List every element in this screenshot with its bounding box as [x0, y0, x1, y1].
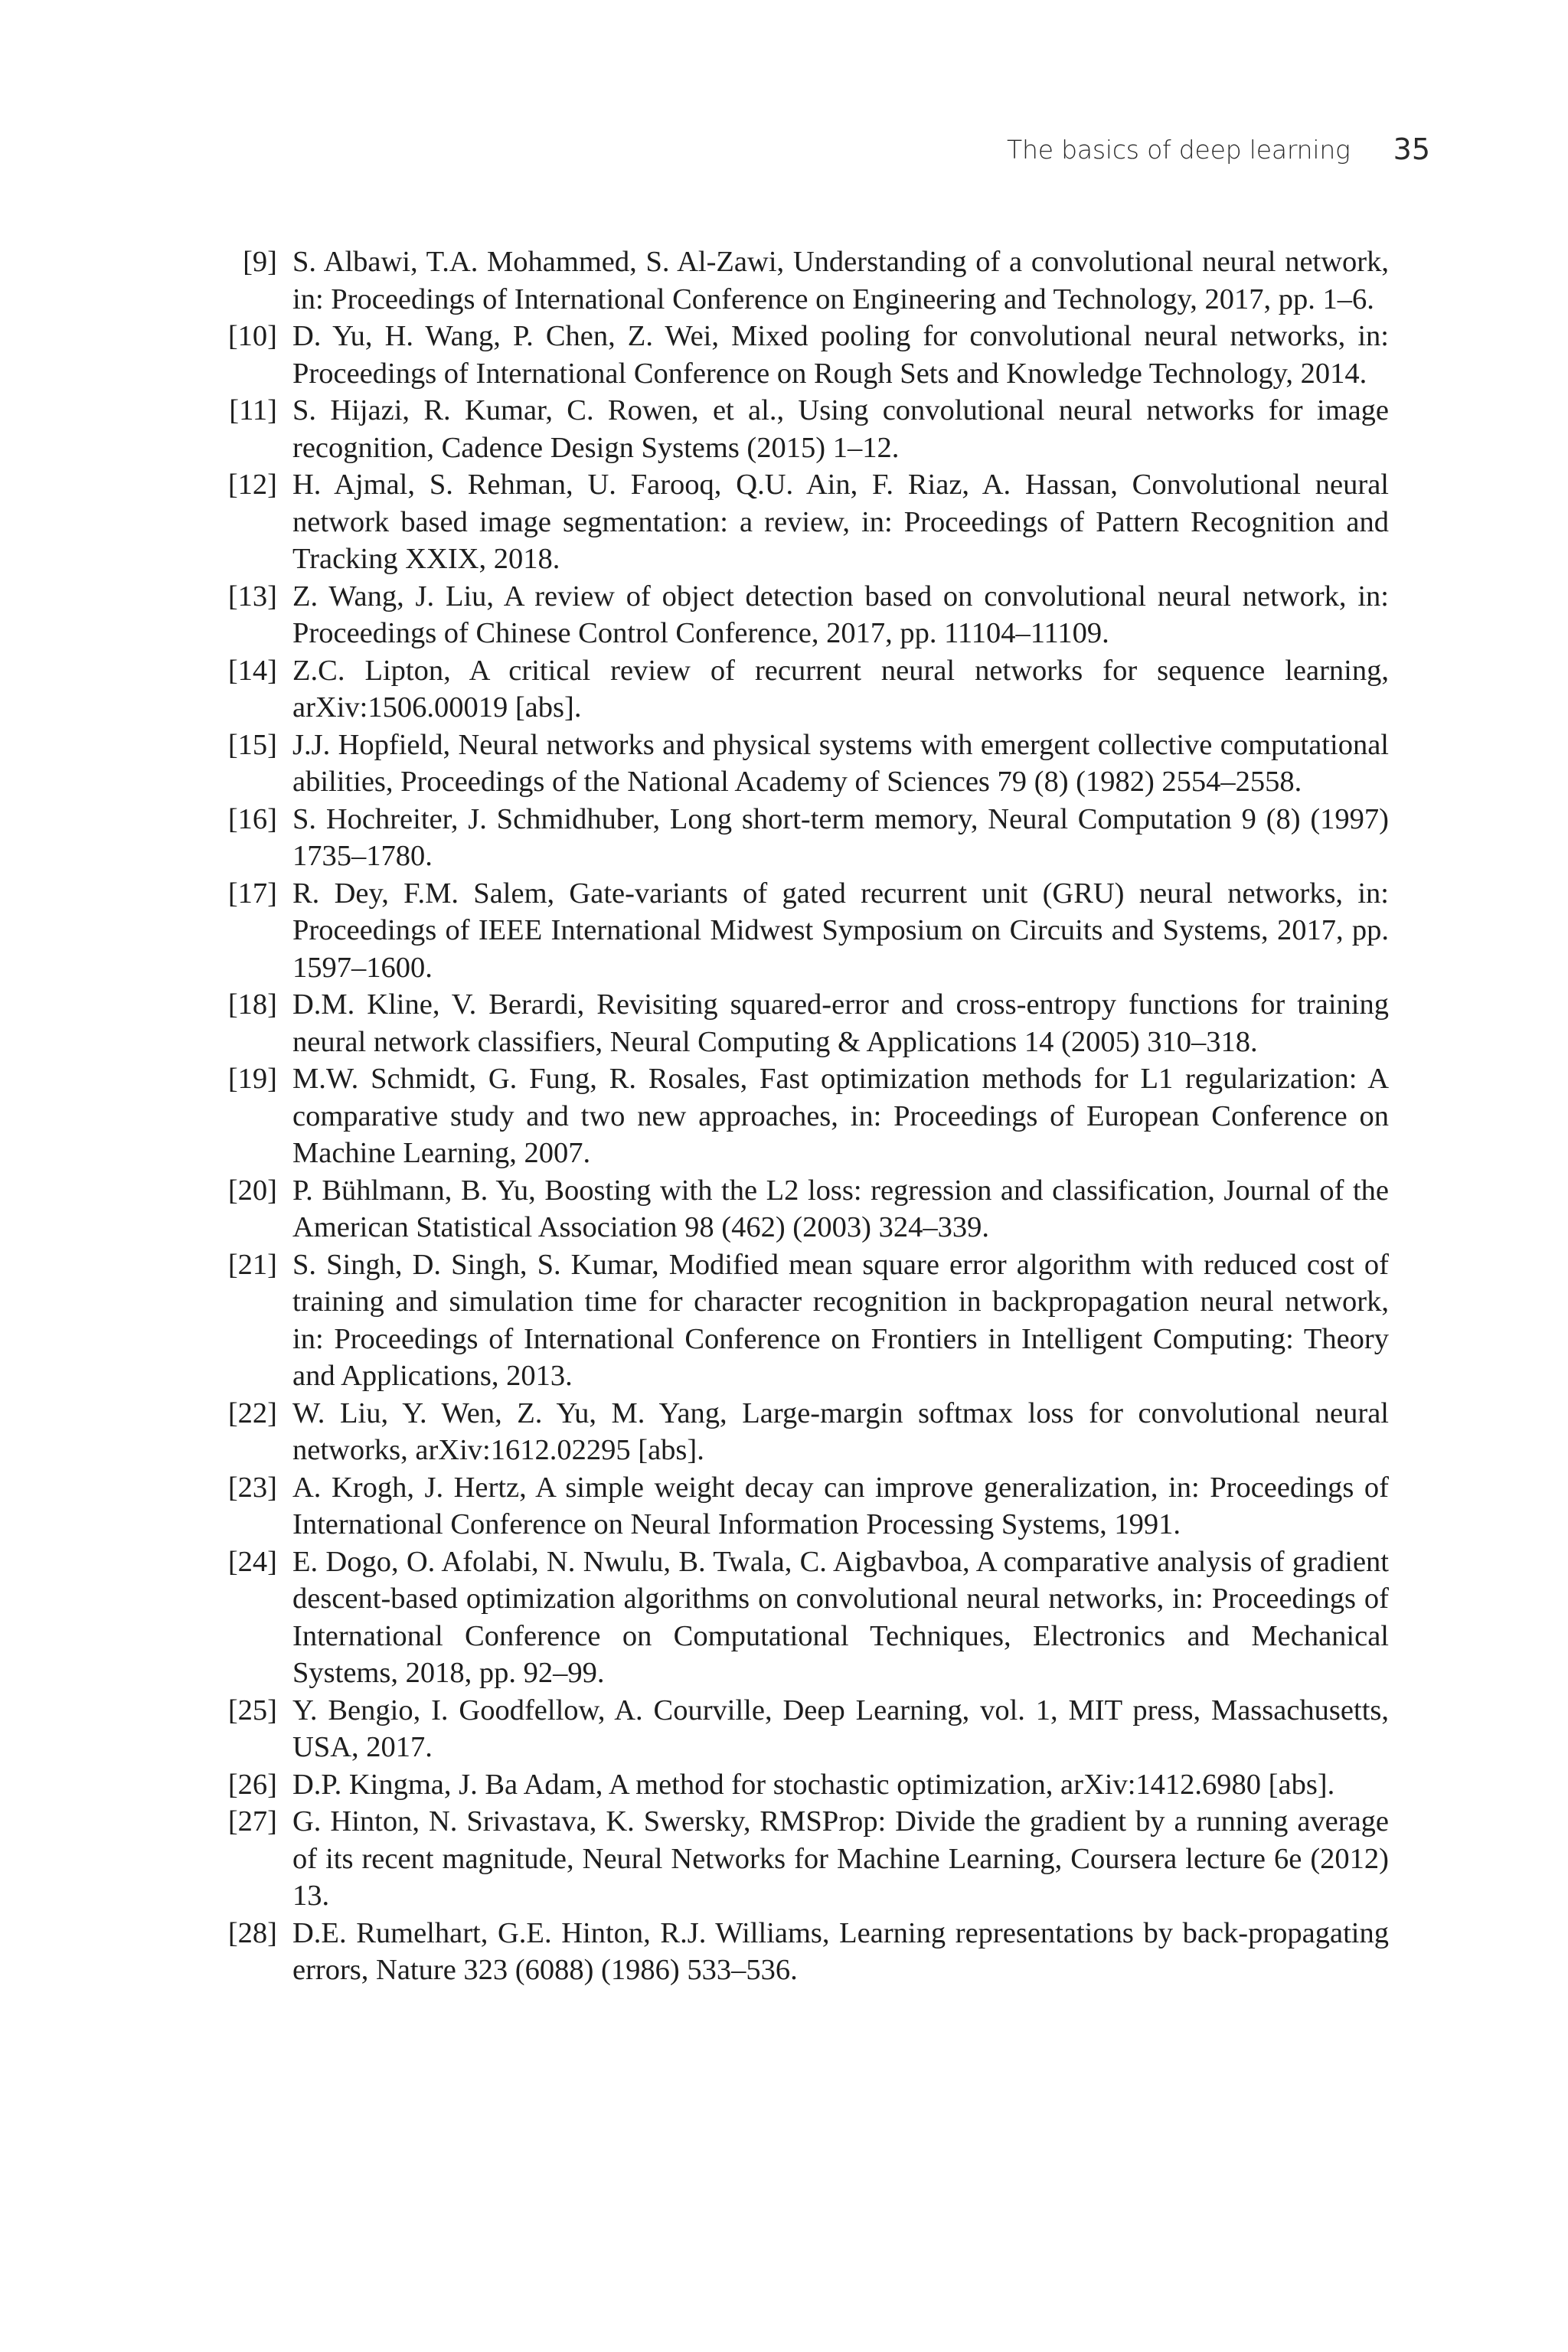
reference-number: [19] [227, 1063, 277, 1095]
reference-text: S. Albawi, T.A. Mohammed, S. Al-Zawi, Understanding of a convolutional neural network, in: Proceedings of International Conference on Engineering and Technology, 2017, pp. 1–6. [292, 246, 1389, 315]
reference-item [216, 1803, 1389, 1915]
reference-number: [16] [227, 802, 277, 835]
reference-item [216, 1060, 1389, 1172]
reference-item [216, 1766, 1389, 1804]
reference-text: S. Hijazi, R. Kumar, C. Rowen, et al., Using convolutional neural networks for image recognition, Cadence Design Systems (2015) 1–12. [292, 394, 1389, 464]
reference-item [216, 875, 1389, 987]
reference-item [216, 801, 1389, 875]
reference-text: D.M. Kline, V. Berardi, Revisiting squared-error and cross-entropy functions for training neural network classifiers, Neural Computing & Applications 14 (2005) 310–318. [292, 988, 1389, 1058]
reference-number: [17] [227, 877, 277, 910]
reference-text: E. Dogo, O. Afolabi, N. Nwulu, B. Twala, C. Aigbavboa, A comparative analysis of gradient descent-based optimization algorithms on convolutional neural networks, in: Proceedings of International Conference on Computational Techniques, Electronics and Mechanical Systems, 2018, pp. 92–99. [292, 1545, 1389, 1689]
reference-number: [15] [227, 728, 277, 761]
reference-number: [25] [227, 1694, 277, 1726]
reference-text: A. Krogh, J. Hertz, A simple weight decay can improve generalization, in: Proceedings of International Conference on Neural Information Processing Systems, 1991. [292, 1471, 1389, 1540]
reference-number: [23] [227, 1471, 277, 1504]
reference-item [216, 1172, 1389, 1246]
reference-number: [21] [227, 1248, 277, 1281]
reference-number: [9] [243, 246, 277, 278]
reference-text: G. Hinton, N. Srivastava, K. Swersky, RMSProp: Divide the gradient by a running average of its recent magnitude, Neural Networks for Machine Learning, Coursera lecture 6e (2012) 13. [292, 1805, 1389, 1912]
reference-item [216, 1469, 1389, 1544]
reference-item [216, 243, 1389, 318]
reference-number: [12] [227, 469, 277, 501]
reference-text: D.P. Kingma, J. Ba Adam, A method for stochastic optimization, arXiv:1412.6980 [abs]. [292, 1768, 1335, 1801]
reference-text: M.W. Schmidt, G. Fung, R. Rosales, Fast optimization methods for L1 regularization: A comparative study and two new approaches, in: Proceedings of European Conference on Machine Learning, 2007. [292, 1063, 1389, 1169]
reference-item [216, 986, 1389, 1060]
reference-item [216, 578, 1389, 652]
reference-number: [27] [227, 1805, 277, 1838]
reference-text: W. Liu, Y. Wen, Z. Yu, M. Yang, Large-margin softmax loss for convolutional neural networks, arXiv:1612.02295 [abs]. [292, 1396, 1389, 1466]
reference-number: [10] [227, 320, 277, 352]
reference-number: [28] [227, 1916, 277, 1949]
reference-item [216, 727, 1389, 801]
reference-number: [11] [229, 394, 277, 426]
reference-text: Y. Bengio, I. Goodfellow, A. Courville, Deep Learning, vol. 1, MIT press, Massachusetts, USA, 2017. [292, 1694, 1389, 1763]
reference-number: [14] [227, 654, 277, 687]
reference-text: P. Bühlmann, B. Yu, Boosting with the L2 loss: regression and classification, Journal of the American Statistical Association 98 (462) (2003) 324–339. [292, 1174, 1389, 1243]
reference-text: Z. Wang, J. Liu, A review of object detection based on convolutional neural network, in: Proceedings of Chinese Control Conference, 2017, pp. 11104–11109. [292, 580, 1389, 649]
reference-number: [26] [227, 1768, 277, 1801]
reference-text: D.E. Rumelhart, G.E. Hinton, R.J. Williams, Learning representations by back-propagating errors, Nature 323 (6088) (1986) 533–536. [292, 1916, 1389, 1986]
reference-text: D. Yu, H. Wang, P. Chen, Z. Wei, Mixed pooling for convolutional neural networks, in: Proceedings of International Conference on Rough Sets and Knowledge Technology, 2014. [292, 320, 1389, 390]
reference-list [216, 243, 1389, 2203]
reference-item [216, 1395, 1389, 1469]
reference-number: [22] [227, 1396, 277, 1429]
reference-item [216, 466, 1389, 578]
reference-item [216, 1915, 1389, 1989]
reference-item [216, 1692, 1389, 1766]
reference-item [216, 1246, 1389, 1395]
reference-number: [13] [227, 580, 277, 612]
reference-text: S. Hochreiter, J. Schmidhuber, Long short-term memory, Neural Computation 9 (8) (1997) 1735–1780. [292, 802, 1389, 872]
reference-text: Z.C. Lipton, A critical review of recurrent neural networks for sequence learning, arXiv:1506.00019 [abs]. [292, 654, 1389, 724]
reference-item [216, 652, 1389, 727]
running-header [965, 130, 1430, 168]
reference-text: S. Singh, D. Singh, S. Kumar, Modified mean square error algorithm with reduced cost of training and simulation time for character recognition in backpropagation neural network, in: Proceedings of International Conference on Frontiers in Intelligent Computing: Theory and Applications, 2013. [292, 1248, 1389, 1392]
reference-text: R. Dey, F.M. Salem, Gate-variants of gated recurrent unit (GRU) neural networks, in: Proceedings of IEEE International Midwest Symposium on Circuits and Systems, 2017, pp. 1597–1600. [292, 877, 1389, 984]
reference-text: J.J. Hopfield, Neural networks and physical systems with emergent collective computational abilities, Proceedings of the National Academy of Sciences 79 (8) (1982) 2554–2558. [292, 728, 1389, 798]
reference-item [216, 318, 1389, 392]
reference-number: [18] [227, 988, 277, 1021]
reference-text: H. Ajmal, S. Rehman, U. Farooq, Q.U. Ain, F. Riaz, A. Hassan, Convolutional neural network based image segmentation: a review, in: Proceedings of Pattern Recognition and Tracking XXIX, 2018. [292, 469, 1389, 575]
page-number: 35 [1393, 132, 1430, 166]
reference-item [216, 392, 1389, 466]
reference-item [216, 1544, 1389, 1692]
reference-number: [20] [227, 1174, 277, 1207]
running-header-title: The basics of deep learning [1007, 134, 1351, 165]
reference-number: [24] [227, 1545, 277, 1578]
